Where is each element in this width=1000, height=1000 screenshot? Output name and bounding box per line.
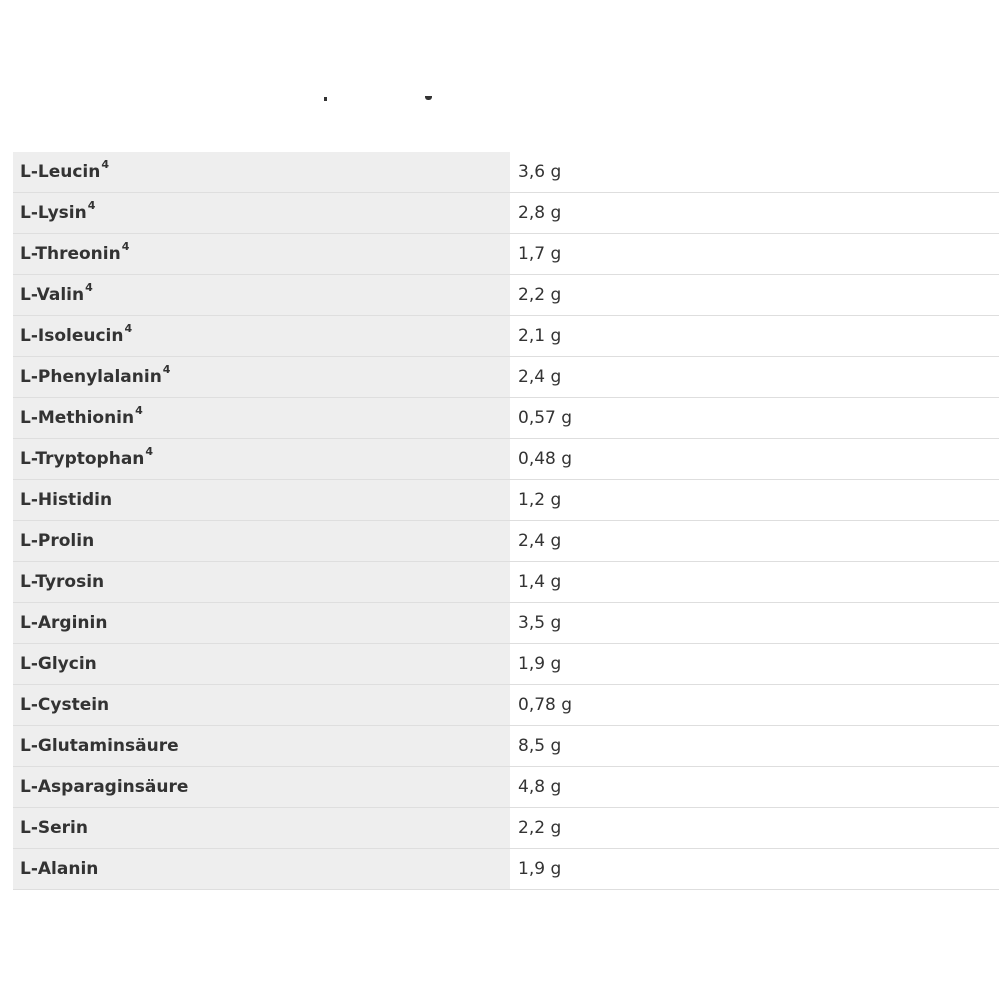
amino-acid-amount: 2,8 g bbox=[510, 193, 999, 234]
amino-acid-name: L-Alanin bbox=[20, 859, 99, 879]
amino-acid-name-cell bbox=[13, 439, 510, 480]
amino-acid-table bbox=[13, 152, 999, 890]
amino-acid-name-cell bbox=[13, 767, 510, 808]
amino-acid-amount: 2,2 g bbox=[510, 275, 999, 316]
amino-acid-name: L-Prolin bbox=[20, 531, 95, 551]
amino-acid-amount: 2,4 g bbox=[510, 357, 999, 398]
amino-acid-name: L-Lysin bbox=[20, 203, 87, 223]
amino-acid-name-cell bbox=[13, 603, 510, 644]
amino-acid-amount: 0,57 g bbox=[510, 398, 999, 439]
table-row bbox=[13, 685, 999, 726]
amino-acid-amount: 1,4 g bbox=[510, 562, 999, 603]
amino-acid-name-cell bbox=[13, 685, 510, 726]
amino-acid-name-cell bbox=[13, 357, 510, 398]
amino-acid-name: L-Cystein bbox=[20, 695, 110, 715]
amino-acid-name-cell bbox=[13, 808, 510, 849]
table-row bbox=[13, 234, 999, 275]
amino-acid-name-cell bbox=[13, 193, 510, 234]
amino-acid-amount: 1,9 g bbox=[510, 644, 999, 685]
amino-acid-name: L-Asparaginsäure bbox=[20, 777, 189, 797]
table-row bbox=[13, 767, 999, 808]
footnote-marker: 4 bbox=[135, 404, 143, 418]
table-row bbox=[13, 644, 999, 685]
amino-acid-amount: 4,8 g bbox=[510, 767, 999, 808]
footnote-marker: 4 bbox=[145, 445, 154, 459]
amino-acid-table-body bbox=[13, 152, 999, 890]
amino-acid-amount: 8,5 g bbox=[510, 726, 999, 767]
footnote-marker: 4 bbox=[121, 240, 130, 254]
table-row bbox=[13, 316, 999, 357]
amino-acid-name: L-Serin bbox=[20, 818, 88, 838]
footnote-marker: 4 bbox=[101, 158, 110, 172]
amino-acid-name: L-Tryptophan bbox=[20, 449, 145, 469]
amino-acid-name: L-Valin bbox=[20, 285, 85, 305]
text-fragment-mark bbox=[324, 97, 327, 101]
table-row bbox=[13, 808, 999, 849]
amino-acid-name-cell bbox=[13, 275, 510, 316]
amino-acid-name: L-Glycin bbox=[20, 654, 97, 674]
amino-acid-amount: 0,78 g bbox=[510, 685, 999, 726]
amino-acid-amount: 1,2 g bbox=[510, 480, 999, 521]
amino-acid-name-cell bbox=[13, 234, 510, 275]
amino-acid-name: L-Tyrosin bbox=[20, 572, 105, 592]
table-row bbox=[13, 357, 999, 398]
amino-acid-name: L-Glutaminsäure bbox=[20, 736, 179, 756]
amino-acid-name: L-Histidin bbox=[20, 490, 113, 510]
amino-acid-name-cell bbox=[13, 644, 510, 685]
amino-acid-name-cell bbox=[13, 562, 510, 603]
amino-acid-name: L-Leucin bbox=[20, 162, 101, 182]
amino-acid-name-cell bbox=[13, 398, 510, 439]
amino-acid-name-cell bbox=[13, 521, 510, 562]
footnote-marker: 4 bbox=[162, 363, 171, 377]
amino-acid-amount: 3,5 g bbox=[510, 603, 999, 644]
amino-acid-name: L-Arginin bbox=[20, 613, 108, 633]
table-row bbox=[13, 193, 999, 234]
table-row bbox=[13, 726, 999, 767]
table-row bbox=[13, 603, 999, 644]
amino-acid-amount: 1,9 g bbox=[510, 849, 999, 890]
amino-acid-name-cell bbox=[13, 726, 510, 767]
table-row bbox=[13, 152, 999, 193]
amino-acid-name-cell bbox=[13, 480, 510, 521]
amino-acid-amount: 2,2 g bbox=[510, 808, 999, 849]
amino-acid-amount: 3,6 g bbox=[510, 152, 999, 193]
amino-acid-amount: 0,48 g bbox=[510, 439, 999, 480]
amino-acid-amount: 2,1 g bbox=[510, 316, 999, 357]
table-row bbox=[13, 275, 999, 316]
footnote-marker: 4 bbox=[87, 199, 96, 213]
text-fragment-mark bbox=[425, 96, 432, 100]
amino-acid-amount: 2,4 g bbox=[510, 521, 999, 562]
table-row bbox=[13, 439, 999, 480]
table-row bbox=[13, 562, 999, 603]
footnote-marker: 4 bbox=[85, 281, 93, 295]
amino-acid-name-cell bbox=[13, 152, 510, 193]
table-row bbox=[13, 521, 999, 562]
amino-acid-name-cell bbox=[13, 849, 510, 890]
table-row bbox=[13, 480, 999, 521]
amino-acid-name: L-Isoleucin bbox=[20, 326, 124, 346]
amino-acid-name: L-Threonin bbox=[20, 244, 121, 264]
cropped-heading-remnant bbox=[0, 0, 1000, 110]
table-row bbox=[13, 398, 999, 439]
footnote-marker: 4 bbox=[124, 322, 133, 336]
amino-acid-name-cell bbox=[13, 316, 510, 357]
amino-acid-amount: 1,7 g bbox=[510, 234, 999, 275]
amino-acid-name: L-Methionin bbox=[20, 408, 135, 428]
table-row bbox=[13, 849, 999, 890]
amino-acid-name: L-Phenylalanin bbox=[20, 367, 162, 387]
